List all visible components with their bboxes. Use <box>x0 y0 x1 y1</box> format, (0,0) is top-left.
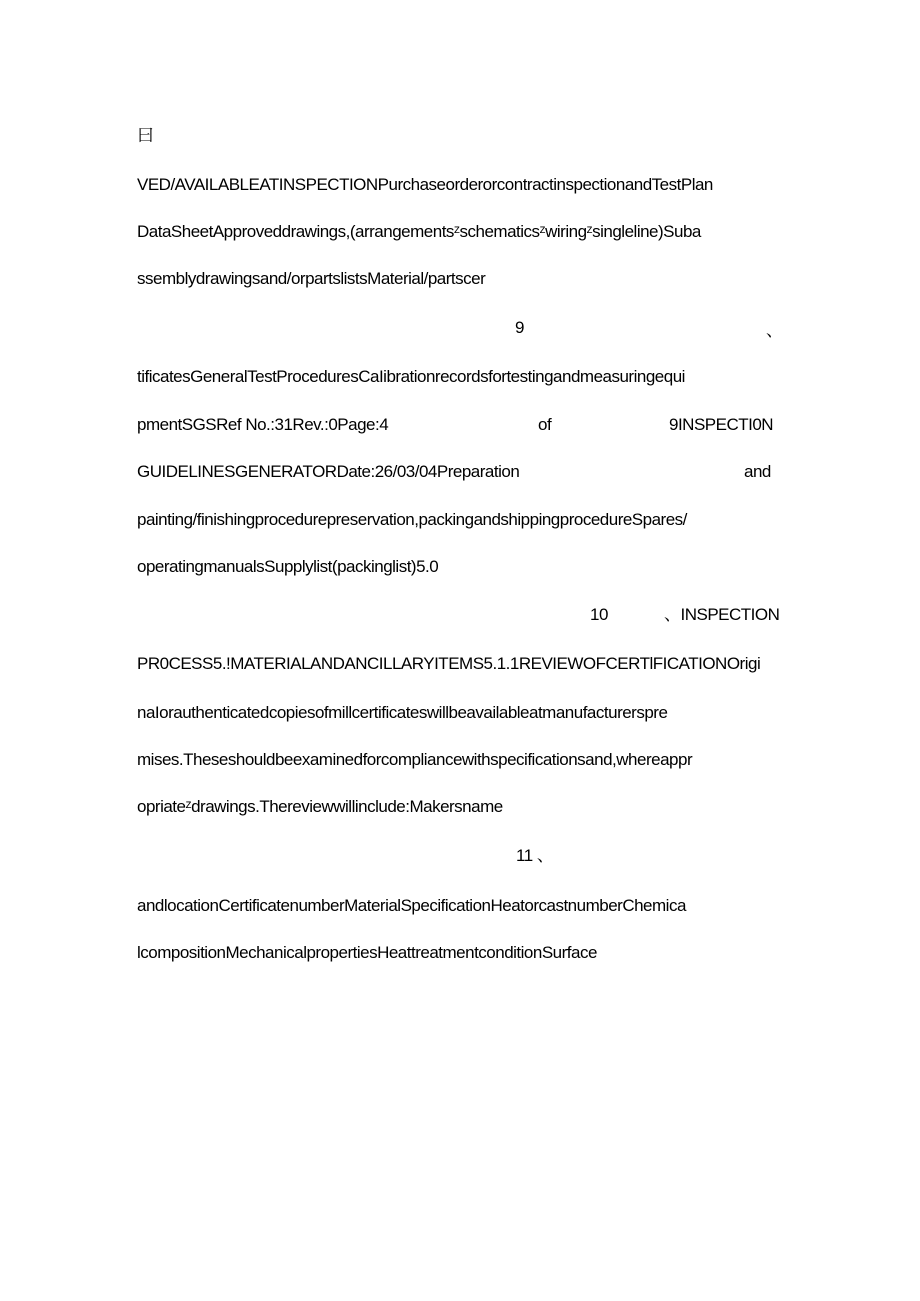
separator-mark: 、 <box>766 321 783 340</box>
text-line: DataSheetApproveddrawings,(arrangementsᶻschematicsᶻwiringᶻsingleline)Suba <box>137 222 701 241</box>
text-line: operatingmanualsSupplylist(packinglist)5.0 <box>137 557 439 576</box>
text-line: opriateᶻdrawings.Thereviewwillinclude:Makersname <box>137 797 503 816</box>
page-number: 10 <box>590 605 608 624</box>
page-number: 9 <box>515 318 524 337</box>
text-segment: and <box>744 462 771 481</box>
text-segment: pmentSGSRef No.:31Rev.:0Page:4 <box>137 415 389 434</box>
header-glyph: 曰 <box>137 126 154 145</box>
text-line: lcompositionMechanicalpropertiesHeattreatmentconditionSurface <box>137 943 597 962</box>
text-line: PR0CESS5.!MATERIALANDANCILLARYITEMS5.1.1REVIEWOFCERTlFICATIONOrigi <box>137 654 761 673</box>
text-line: ssemblydrawingsand/orpartslistsMaterial/partscer <box>137 269 486 288</box>
text-line: mises.Theseshouldbeexaminedforcompliancewithspecificationsand,whereappr <box>137 750 693 769</box>
text-segment: of <box>538 415 552 434</box>
text-line: VED/AVAILABLEATINSPECTIONPurchaseorderorcontractinspectionandTestPlan <box>137 175 713 194</box>
text-line: tificatesGeneralTestProceduresCaIibrationrecordsfortestingandmeasuringequi <box>137 367 685 386</box>
text-line: naIorauthenticatedcopiesofmillcertificateswillbeavailableatmanufacturerspre <box>137 703 668 722</box>
section-heading: 、INSPECTION <box>664 605 780 624</box>
text-segment: 9INSPECTI0N <box>669 415 774 434</box>
text-line: painting/finishingprocedurepreservation,packingandshippingprocedureSpares/ <box>137 510 687 529</box>
page-number: 11 、 <box>516 846 554 865</box>
text-segment: GUIDELINESGENERATORDate:26/03/04Preparation <box>137 462 520 481</box>
text-line: andlocationCertificatenumberMaterialSpecificationHeatorcastnumberChemica <box>137 896 686 915</box>
